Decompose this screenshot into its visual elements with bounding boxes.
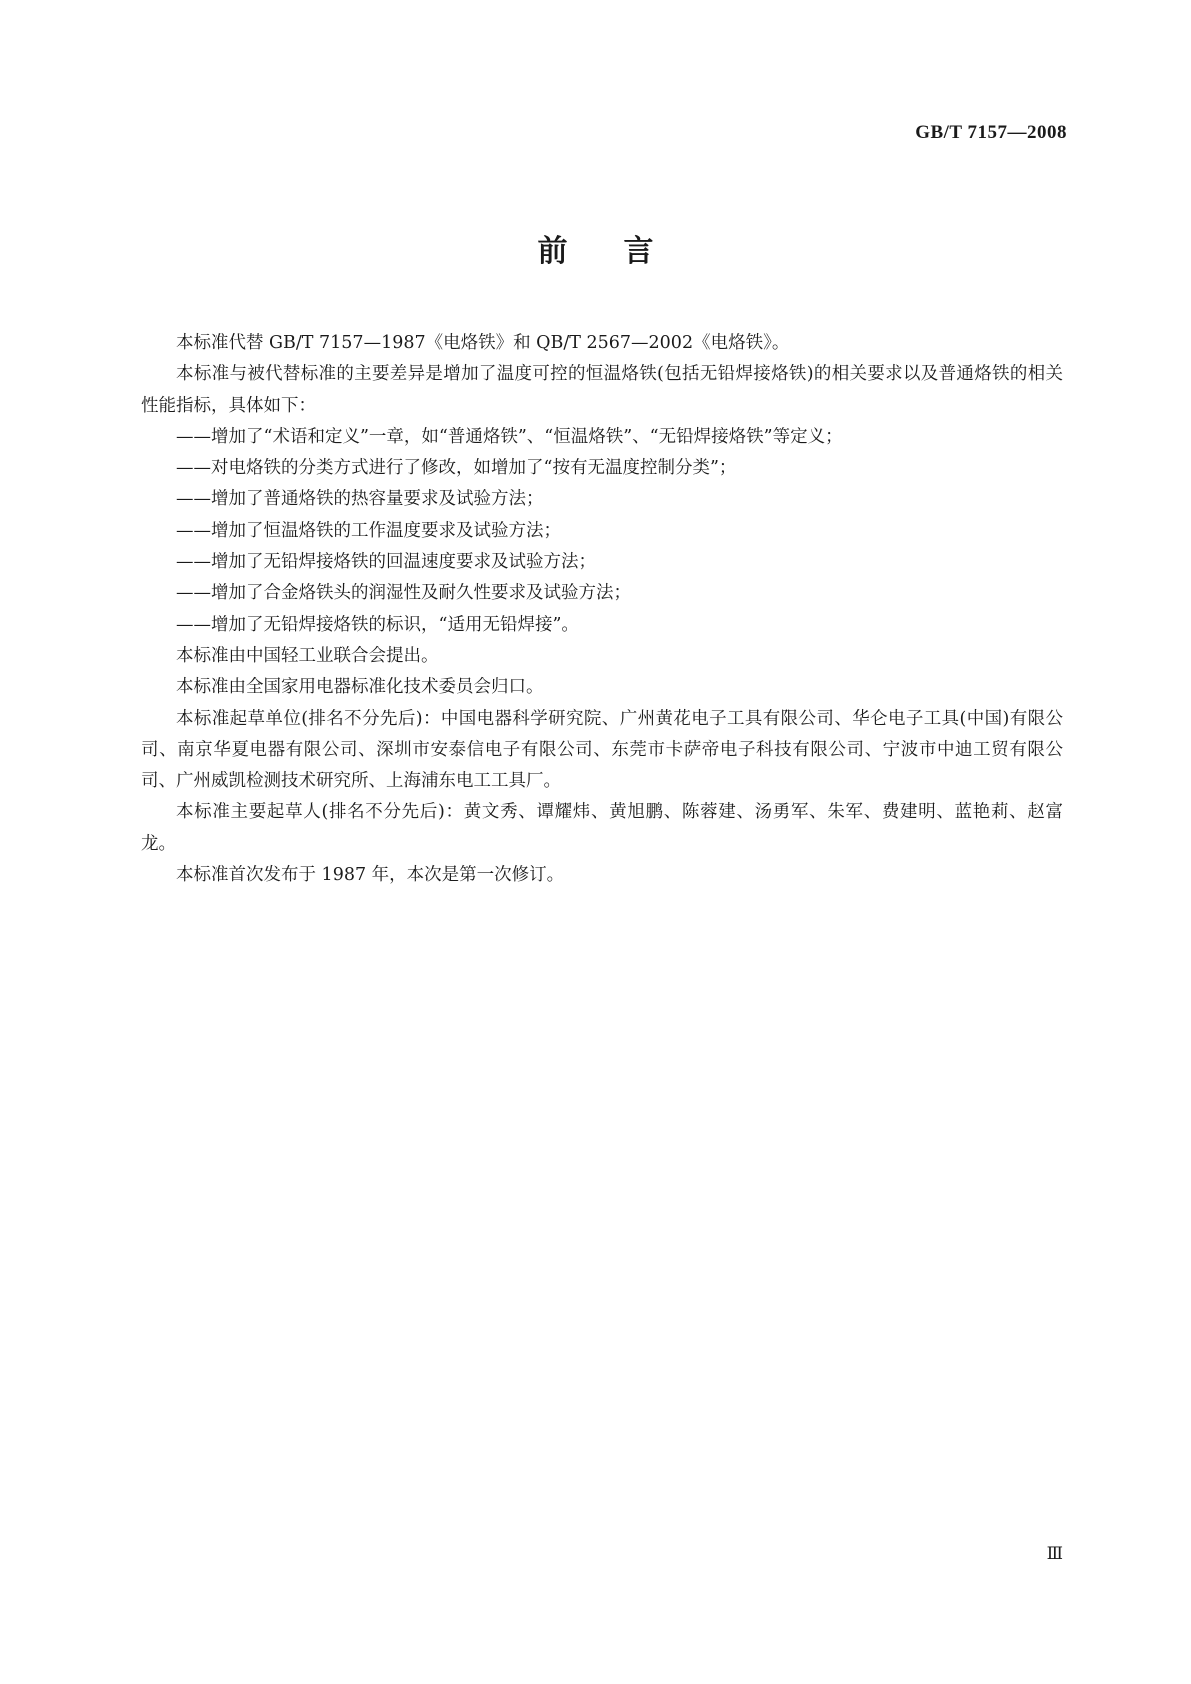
paragraph-first-issued: 本标准首次发布于 1987 年，本次是第一次修订。 xyxy=(176,865,565,886)
list-item-working-temperature: ——增加了恒温烙铁的工作温度要求及试验方法； xyxy=(176,520,561,541)
page-number: Ⅲ xyxy=(1046,1544,1063,1563)
paragraph-proposed-by: 本标准由中国轻工业联合会提出。 xyxy=(176,645,439,666)
list-item-terms: ——增加了“术语和定义”一章，如“普通烙铁”、“恒温烙铁”、“无铅焊接烙铁”等定义； xyxy=(176,426,843,447)
foreword-body xyxy=(141,328,1063,891)
paragraph-main-differences: 本标准与被代替标准的主要差异是增加了温度可控的恒温烙铁(包括无铅焊接烙铁)的相关要求以及普通烙铁的相关性能指标，具体如下： xyxy=(141,364,1063,416)
list-item-lead-free-marking: ——增加了无铅焊接烙铁的标识，“适用无铅焊接”。 xyxy=(176,614,579,635)
paragraph-replaces: 本标准代替 GB/T 7157—1987《电烙铁》和 QB/T 2567—2002《电烙铁》。 xyxy=(176,333,790,353)
paragraph-centralized-by: 本标准由全国家用电器标准化技术委员会归口。 xyxy=(176,677,544,698)
paragraph-drafting-units: 本标准起草单位(排名不分先后)：中国电器科学研究院、广州黄花电子工具有限公司、华仑电子工具(中国)有限公司、南京华夏电器有限公司、深圳市安泰信电子有限公司、东莞市卡萨帝电子科技有限公司、宁波市中迪工贸有限公司、广州威凯检测技术研究所、上海浦东电工工具厂。 xyxy=(141,708,1063,792)
list-item-recovery-speed: ——增加了无铅焊接烙铁的回温速度要求及试验方法； xyxy=(176,552,596,573)
page-title: 前言 xyxy=(537,234,710,269)
list-item-wetting-durability: ——增加了合金烙铁头的润湿性及耐久性要求及试验方法； xyxy=(176,583,631,604)
list-item-classification: ——对电烙铁的分类方式进行了修改，如增加了“按有无温度控制分类”； xyxy=(176,458,737,479)
standard-code: GB/T 7157—2008 xyxy=(915,122,1067,143)
paragraph-drafters: 本标准主要起草人(排名不分先后)：黄文秀、谭耀炜、黄旭鹏、陈蓉建、汤勇军、朱军、费建明、蓝艳莉、赵富龙。 xyxy=(141,802,1063,854)
list-item-heat-capacity: ——增加了普通烙铁的热容量要求及试验方法； xyxy=(176,489,544,510)
